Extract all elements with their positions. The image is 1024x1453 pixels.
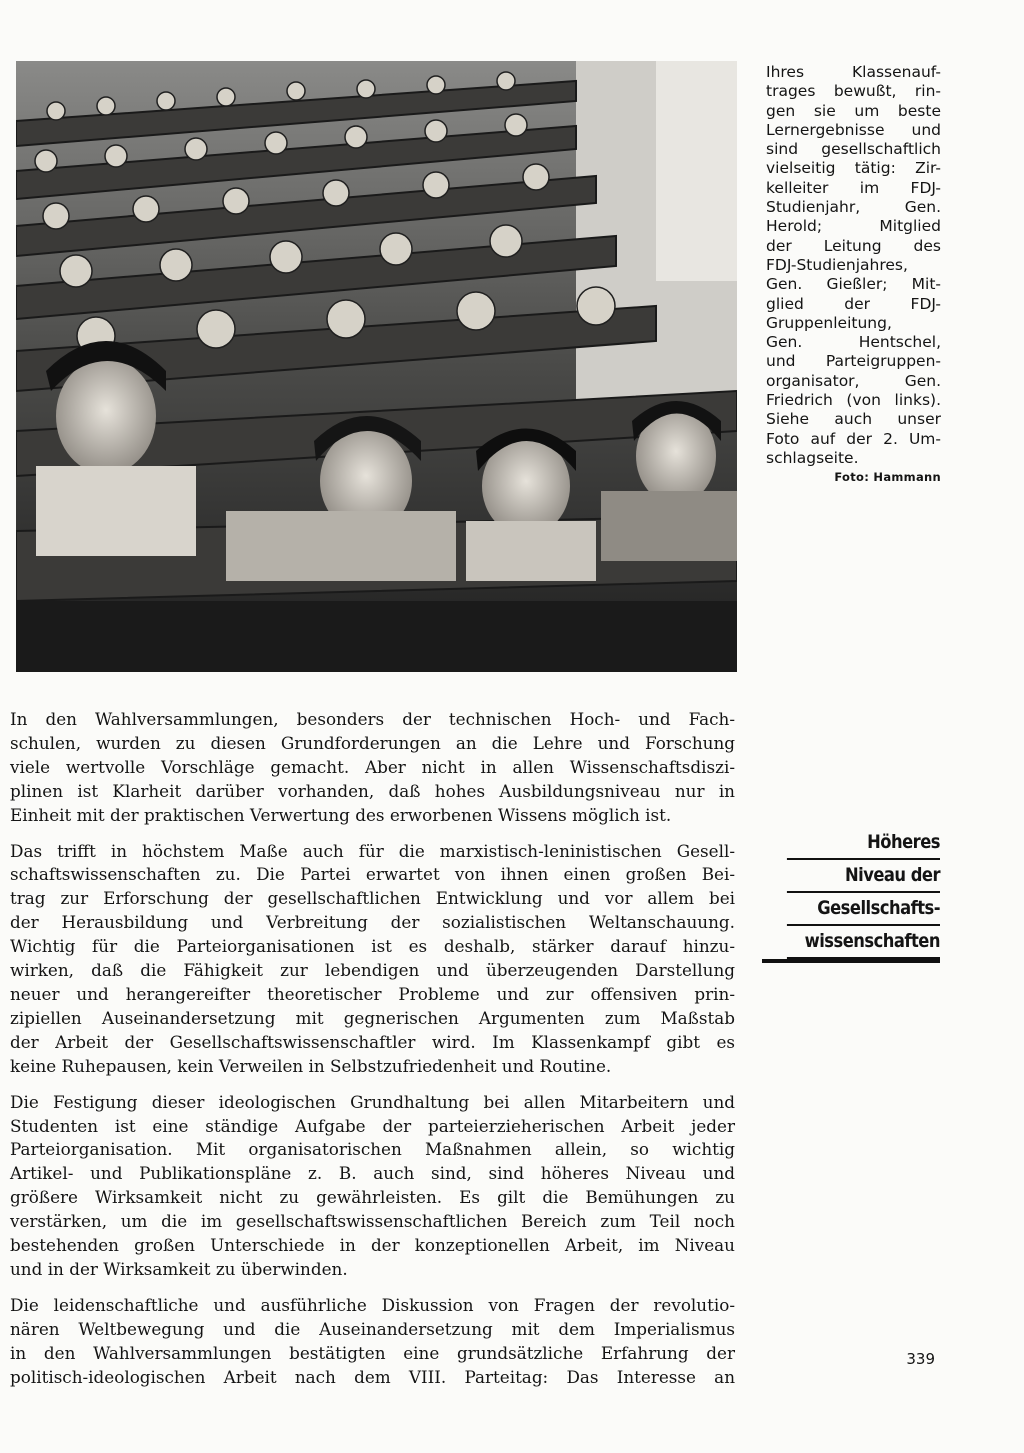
caption-line: glied der FDJ-	[766, 294, 941, 313]
caption-line: Gruppenleitung,	[766, 313, 892, 332]
text-line: nären Weltbewegung und die Auseinandersetzung mit dem Imperialismus	[10, 1318, 735, 1339]
text-line: der Arbeit der Gesellschaftswissenschaftler wird. Im Klassenkampf gibt es	[10, 1031, 735, 1052]
caption-line: vielseitig tätig: Zir-	[766, 159, 941, 178]
text-line: schulen, wurden zu diesen Grundforderungen an die Lehre und Forschung	[10, 732, 735, 753]
caption-line: und Parteigruppen-	[766, 352, 941, 371]
paragraph	[0, 708, 735, 828]
text-line: größere Wirksamkeit nicht zu gewährleisten. Es gilt die Bemühungen zu	[10, 1187, 735, 1208]
heading-line: Höheres	[787, 827, 940, 860]
text-line: Studenten ist eine ständige Aufgabe der parteierzieherischen Arbeit jeder	[10, 1115, 735, 1136]
text-line: keine Ruhepausen, kein Verweilen in Selbstzufriedenheit und Routine.	[10, 1055, 612, 1076]
text-line: viele wertvolle Vorschläge gemacht. Aber nicht in allen Wissenschaftsdiszi-	[10, 756, 735, 777]
text-line: trag zur Erforschung der gesellschaftlichen Entwicklung und vor allem bei	[10, 888, 735, 909]
lecture-hall-photo	[16, 61, 737, 672]
text-line: der Herausbildung und Verbreitung der sozialistischen Weltanschauung.	[10, 912, 735, 933]
text-line: verstärken, um die im gesellschaftswissenschaftlichen Bereich zum Teil noch	[10, 1211, 735, 1232]
caption-line: kelleiter im FDJ-	[766, 178, 941, 197]
text-line: Artikel- und Publikationspläne z. B. auch sind, sind höheres Niveau und	[10, 1163, 735, 1184]
paragraph	[0, 1091, 735, 1282]
text-line: bestehenden großen Unterschiede in der konzeptionellen Arbeit, im Niveau	[10, 1235, 735, 1256]
text-line: plinen ist Klarheit darüber vorhanden, daß hohes Ausbildungsniveau nur in	[10, 780, 735, 801]
caption-line: Ihres Klassenauf-	[766, 63, 941, 81]
caption-line: schlagseite.	[766, 448, 859, 467]
text-line: In den Wahlversammlungen, besonders der technischen Hoch- und Fach-	[10, 709, 735, 729]
caption-line: Herold; Mitglied	[766, 217, 941, 236]
text-line: zipiellen Auseinandersetzung mit gegnerischen Argumenten zum Maßstab	[10, 1007, 735, 1028]
text-line: Die leidenschaftliche und ausführliche Diskussion von Fragen der revolutio-	[10, 1294, 735, 1315]
caption-line: Siehe auch unser	[766, 410, 941, 429]
text-line: Die Festigung dieser ideologischen Grundhaltung bei allen Mitarbeitern und	[10, 1091, 735, 1112]
paragraph	[0, 1294, 735, 1390]
caption-line: Gen. Gießler; Mit-	[766, 275, 941, 294]
text-line: Einheit mit der praktischen Verwertung des erworbenen Wissens möglich ist.	[10, 804, 672, 825]
caption-line: gen sie um beste	[766, 101, 941, 120]
heading-line: Niveau der	[787, 860, 940, 893]
heading-line: Gesellschafts-	[787, 893, 940, 926]
text-line: politisch-ideologischen Arbeit nach dem VIII. Parteitag: Das Interesse an	[10, 1366, 735, 1387]
caption-line: organisator, Gen.	[766, 371, 941, 390]
caption-line: Friedrich (von links).	[766, 391, 941, 410]
heading-line: wissenschaften	[787, 926, 940, 959]
caption-line: Lernergebnisse und	[766, 120, 941, 139]
photo-illustration	[16, 61, 737, 672]
text-line: und in der Wirksamkeit zu überwinden.	[10, 1258, 348, 1279]
text-line: wirken, daß die Fähigkeit zur lebendigen und überzeugenden Darstellung	[10, 960, 735, 981]
heading-rule	[762, 959, 940, 963]
text-line: Das trifft in höchstem Maße auch für die marxistisch-leninistischen Gesell-	[10, 840, 735, 861]
text-line: in den Wahlversammlungen bestätigten eine grundsätzliche Erfahrung der	[10, 1342, 735, 1363]
text-line: neuer und herangereifter theoretischer Probleme und zur offensiven prin-	[10, 983, 735, 1004]
article-body	[0, 708, 735, 1401]
caption-line: Gen. Hentschel,	[766, 333, 941, 352]
text-line: Wichtig für die Parteiorganisationen ist es deshalb, stärker darauf hinzu-	[10, 936, 735, 957]
page-number: 339	[906, 1350, 935, 1368]
caption-line: trages bewußt, rin-	[766, 82, 941, 101]
marginal-heading	[762, 827, 940, 963]
caption-line: Studienjahr, Gen.	[766, 198, 941, 217]
text-line: schaftswissenschaften zu. Die Partei erwartet von ihnen einen großen Bei-	[10, 864, 735, 885]
text-line: Parteiorganisation. Mit organisatorischen Maßnahmen allein, so wichtig	[10, 1139, 735, 1160]
photo-credit: Foto: Hammann	[834, 470, 941, 484]
caption-line: der Leitung des	[766, 236, 941, 255]
caption-line: sind gesellschaftlich	[766, 140, 941, 159]
caption-line: FDJ-Studienjahres,	[766, 255, 908, 274]
caption-line: Foto auf der 2. Um-	[766, 429, 941, 448]
photo-caption	[766, 63, 941, 468]
paragraph	[0, 840, 735, 1079]
